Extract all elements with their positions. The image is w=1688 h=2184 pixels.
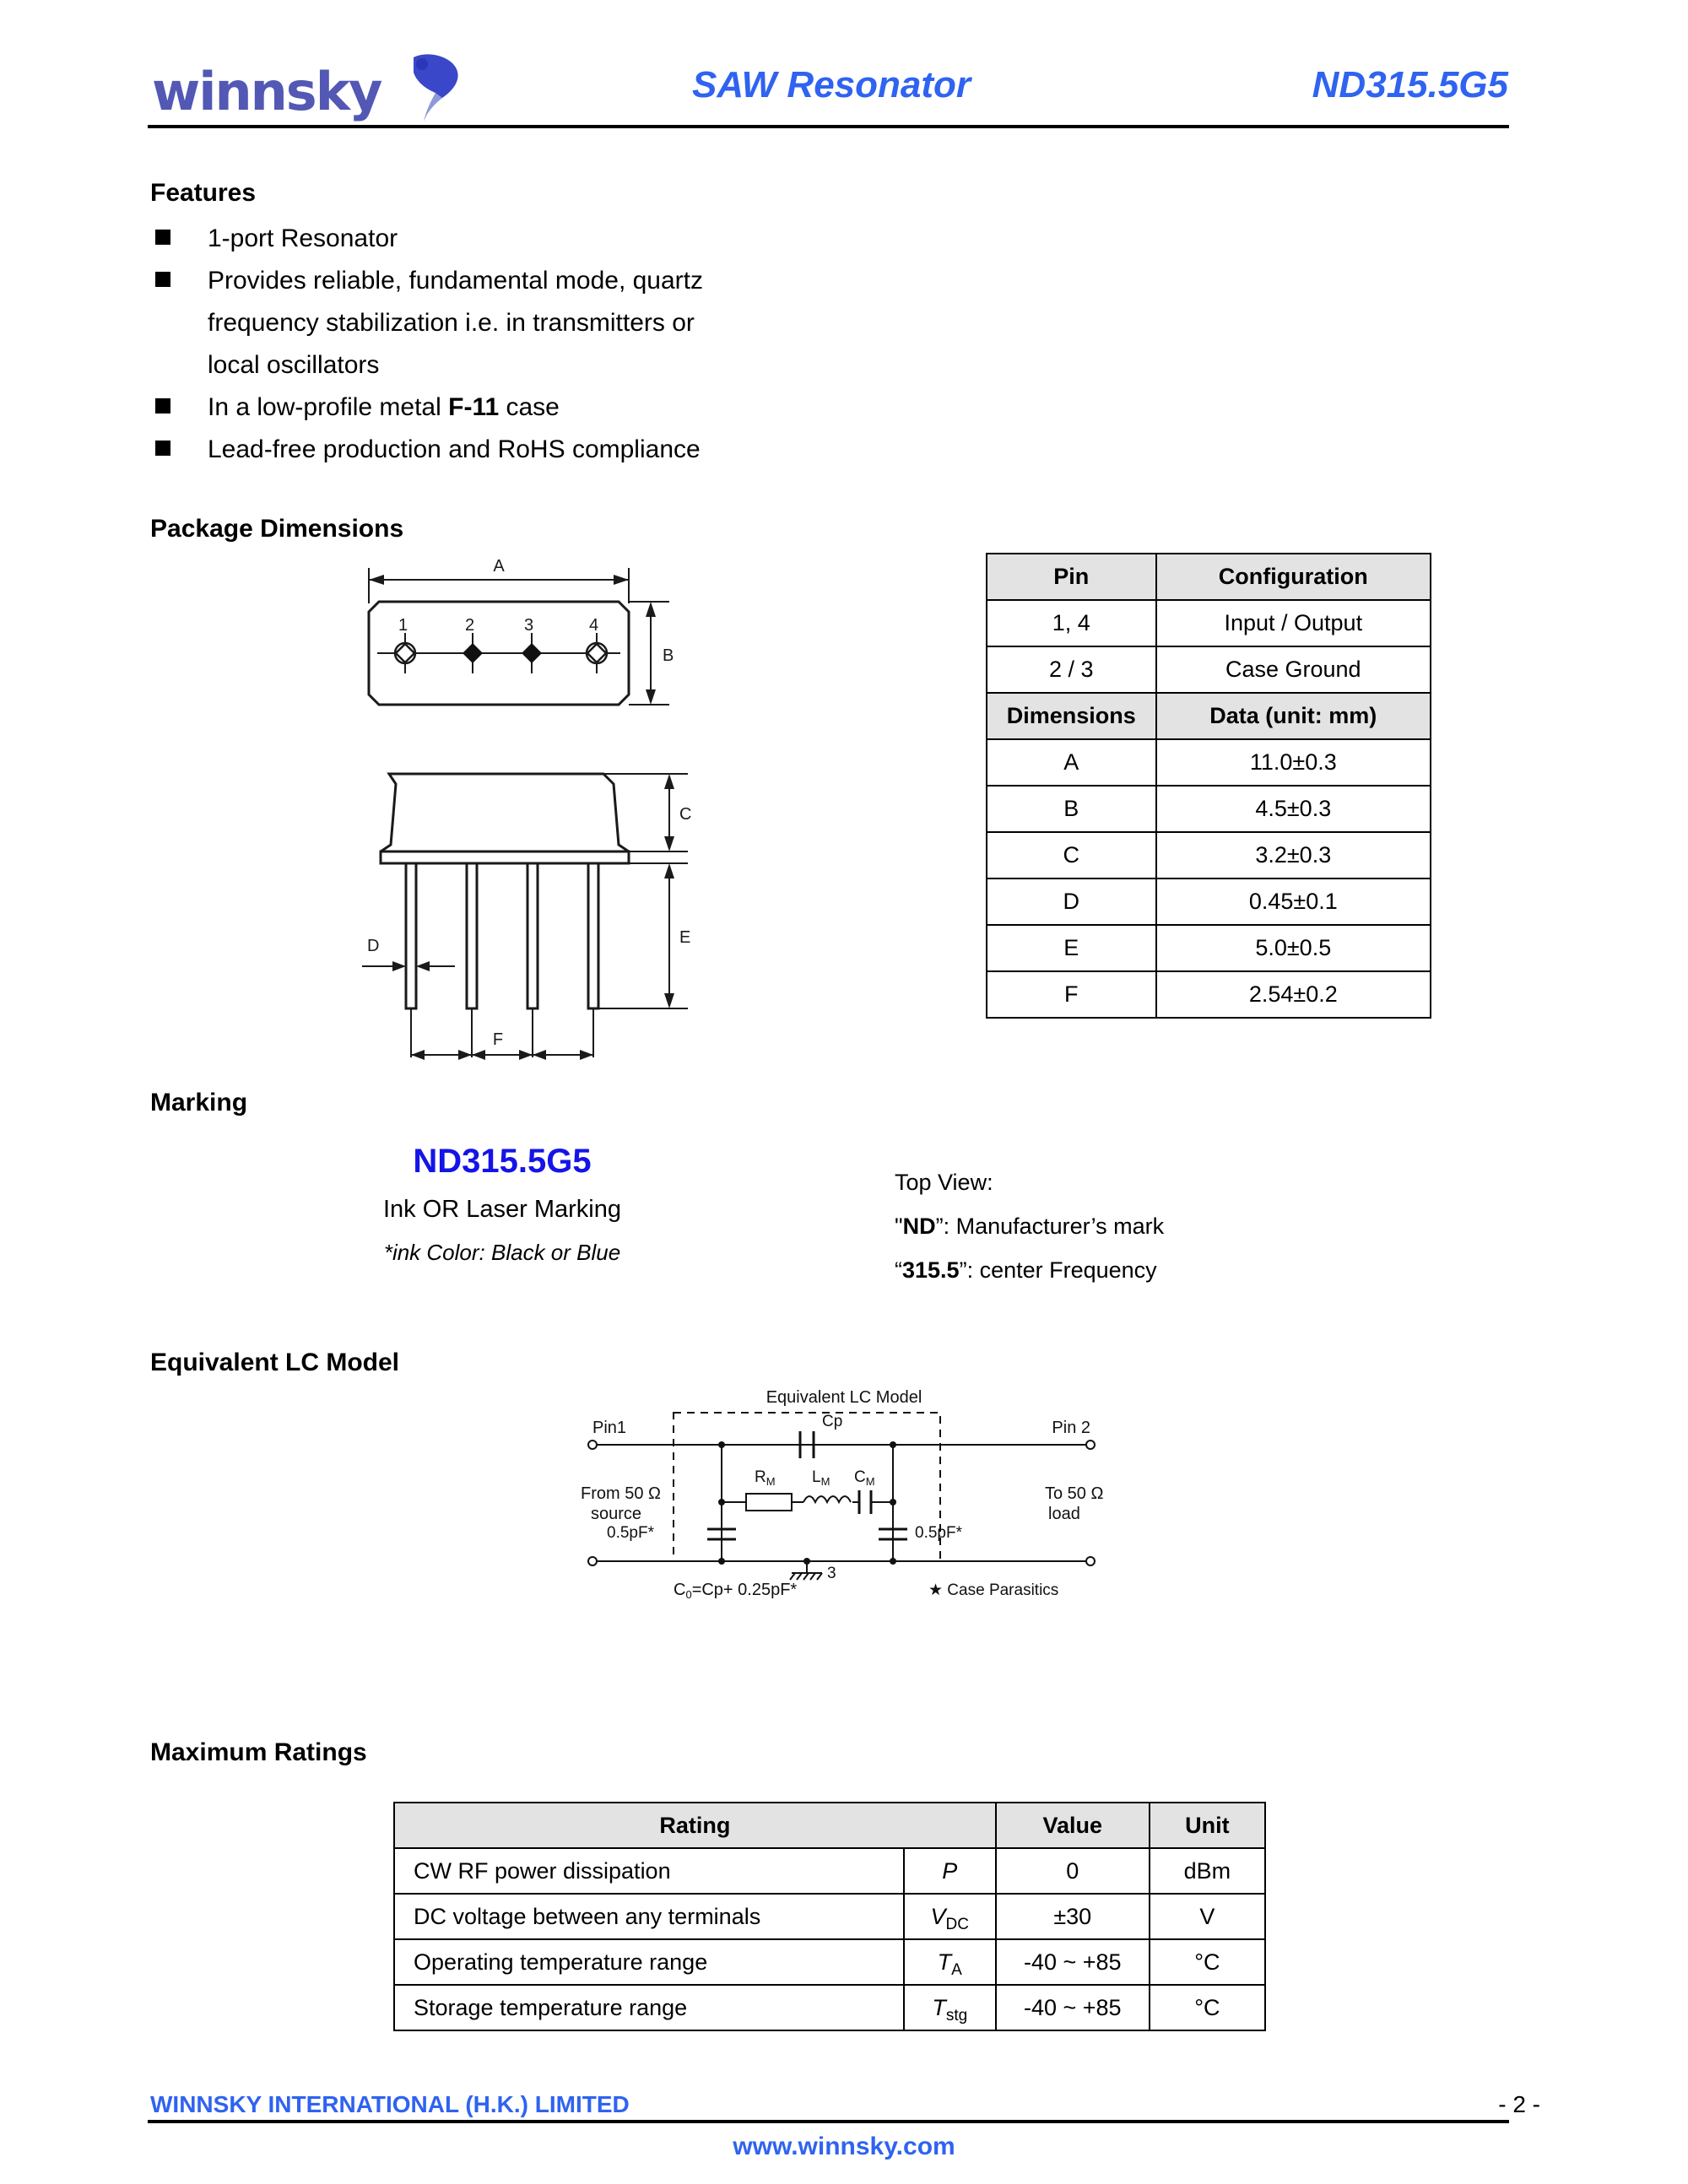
bullet-square-icon <box>155 441 170 456</box>
source-label-line1: From 50 Ω <box>581 1484 661 1503</box>
marking-part-number: ND315.5G5 <box>413 1143 592 1180</box>
table-row <box>394 1939 1265 1985</box>
cell-rating-value: 0 <box>996 1848 1150 1894</box>
header-part-number: ND315.5G5 <box>1312 64 1508 105</box>
cell-rating-unit: °C <box>1150 1939 1265 1985</box>
pin-1-label: 1 <box>398 616 408 635</box>
cell-value: 3.2±0.3 <box>1156 832 1431 878</box>
cell-rating-name: CW RF power dissipation <box>394 1848 904 1894</box>
footer-divider <box>148 2120 1509 2123</box>
dim-e-label: E <box>679 928 691 947</box>
feature-item <box>150 218 994 260</box>
cell-pin: 2 / 3 <box>987 646 1156 693</box>
table-row <box>987 878 1431 925</box>
bullet-square-icon <box>155 272 170 287</box>
legend-manufacturer-mark: "ND”: Manufacturer’s mark <box>895 1214 1165 1239</box>
cell-rating-value: -40 ~ +85 <box>996 1939 1150 1985</box>
header-title: SAW Resonator <box>691 64 971 105</box>
top-view-label: Top View: <box>895 1170 993 1195</box>
footer-company-name: WINNSKY INTERNATIONAL (H.K.) LIMITED <box>150 2091 630 2117</box>
max-ratings-heading: Maximum Ratings <box>150 1738 367 1766</box>
table-row <box>987 971 1431 1018</box>
dim-c-label: C <box>679 805 692 824</box>
cell-rating-name: Storage temperature range <box>394 1985 904 2030</box>
table-row <box>987 646 1431 693</box>
maximum-ratings-table <box>393 1802 1266 2031</box>
lc-diagram-title: Equivalent LC Model <box>766 1388 922 1407</box>
cell-rating-name: Operating temperature range <box>394 1939 904 1985</box>
pin-4-label: 4 <box>589 616 599 635</box>
cell-rating-name: DC voltage between any terminals <box>394 1894 904 1939</box>
feature-text-cont: local oscillators <box>208 351 380 379</box>
cell-config: Case Ground <box>1156 646 1431 693</box>
cell-value: 11.0±0.3 <box>1156 739 1431 786</box>
c0-formula: $C_0=Cp+ 0.25pF*$ <box>674 1581 798 1599</box>
cell-dimension: B <box>987 786 1156 832</box>
cell-dimension: C <box>987 832 1156 878</box>
data-col-header: Data (unit: mm) <box>1156 693 1431 739</box>
table-header-row <box>987 554 1431 600</box>
marking-heading: Marking <box>150 1089 248 1116</box>
cell-rating-symbol: $T_{stg}$ <box>904 1985 996 2030</box>
cm-label: $C_M$ <box>854 1468 875 1488</box>
load-label-line2: load <box>1048 1505 1080 1523</box>
cell-rating-symbol: P <box>904 1848 996 1894</box>
dim-d-label: D <box>367 937 380 955</box>
cell-value: 2.54±0.2 <box>1156 971 1431 1018</box>
value-col-header: Value <box>996 1803 1150 1848</box>
cell-dimension: D <box>987 878 1156 925</box>
cell-rating-unit: °C <box>1150 1985 1265 2030</box>
bullet-square-icon <box>155 398 170 414</box>
dim-f-label: F <box>492 1030 504 1049</box>
pin-2-label: 2 <box>465 616 475 635</box>
feature-text-cont: frequency stabilization i.e. in transmitters or <box>208 309 695 337</box>
table-row <box>987 832 1431 878</box>
table-row <box>987 600 1431 646</box>
pin1-label: Pin1 <box>592 1419 627 1437</box>
unit-col-header: Unit <box>1150 1803 1265 1848</box>
features-list <box>150 218 994 471</box>
feature-text: Lead-free production and RoHS compliance <box>208 435 701 463</box>
rating-col-header: Rating <box>394 1803 996 1848</box>
cell-config: Input / Output <box>1156 600 1431 646</box>
feature-item <box>150 260 994 387</box>
header-divider <box>148 125 1509 128</box>
lm-label: $L_M$ <box>812 1468 830 1488</box>
marking-legend <box>895 1160 1401 1292</box>
package-side-view-drawing <box>350 764 705 1076</box>
left-shunt-cap-label: 0.5pF* <box>607 1524 654 1542</box>
dimensions-col-header: Dimensions <box>987 693 1156 739</box>
dim-b-label: B <box>663 646 674 665</box>
equivalent-lc-model-diagram <box>574 1384 1114 1599</box>
pin-col-header: Pin <box>987 554 1156 600</box>
cell-rating-symbol: $T_A$ <box>904 1939 996 1985</box>
legend-center-frequency: “315.5”: center Frequency <box>895 1257 1157 1283</box>
cell-pin: 1, 4 <box>987 600 1156 646</box>
source-label-line2: source <box>591 1505 642 1523</box>
package-dimensions-heading: Package Dimensions <box>150 515 404 543</box>
cell-rating-value: ±30 <box>996 1894 1150 1939</box>
cell-rating-unit: V <box>1150 1894 1265 1939</box>
page-header <box>148 32 1508 127</box>
dim-a-label: A <box>493 557 505 576</box>
cell-dimension: A <box>987 739 1156 786</box>
rm-label: $R_M$ <box>755 1468 776 1488</box>
lc-model-heading: Equivalent LC Model <box>150 1349 400 1376</box>
logo-swoosh-icon <box>405 52 466 123</box>
cell-dimension: F <box>987 971 1156 1018</box>
cp-label: Cp <box>822 1413 843 1430</box>
table-row <box>394 1985 1265 2030</box>
cell-rating-unit: dBm <box>1150 1848 1265 1894</box>
feature-item <box>150 429 994 471</box>
cell-value: 5.0±0.5 <box>1156 925 1431 971</box>
feature-text: In a low-profile metal F-11 case <box>208 393 560 421</box>
ground-pin-label: 3 <box>827 1565 836 1582</box>
winnsky-logo <box>152 47 506 120</box>
footer-page-number: - 2 - <box>1498 2091 1540 2117</box>
cell-value: 0.45±0.1 <box>1156 878 1431 925</box>
cell-rating-value: -40 ~ +85 <box>996 1985 1150 2030</box>
right-shunt-cap-label: 0.5pF* <box>915 1524 962 1542</box>
pin-3-label: 3 <box>524 616 534 635</box>
marking-ink-note: *ink Color: Black or Blue <box>383 1240 621 1265</box>
marking-sample <box>279 1135 726 1273</box>
feature-text: 1-port Resonator <box>208 224 398 252</box>
features-heading: Features <box>150 179 257 207</box>
load-label-line1: To 50 Ω <box>1045 1484 1104 1503</box>
pin2-label: Pin 2 <box>1052 1419 1090 1437</box>
cell-dimension: E <box>987 925 1156 971</box>
cell-rating-symbol: $V_{DC}$ <box>904 1894 996 1939</box>
table-header-row <box>987 693 1431 739</box>
feature-text: Provides reliable, fundamental mode, quartz <box>208 267 703 295</box>
table-row <box>394 1848 1265 1894</box>
marking-method: Ink OR Laser Marking <box>382 1196 622 1223</box>
table-row <box>394 1894 1265 1939</box>
feature-item <box>150 387 994 429</box>
pin-configuration-table <box>986 553 1431 1019</box>
table-row <box>987 739 1431 786</box>
table-row <box>987 925 1431 971</box>
cell-value: 4.5±0.3 <box>1156 786 1431 832</box>
table-header-row <box>394 1803 1265 1848</box>
case-parasitics-note: ★ Case Parasitics <box>928 1581 1059 1599</box>
bullet-square-icon <box>155 230 170 245</box>
footer-website-url[interactable]: www.winnsky.com <box>733 2133 955 2160</box>
table-row <box>987 786 1431 832</box>
logo-wordmark: winnsky <box>152 61 381 122</box>
package-top-view-drawing <box>350 553 705 755</box>
configuration-col-header: Configuration <box>1156 554 1431 600</box>
